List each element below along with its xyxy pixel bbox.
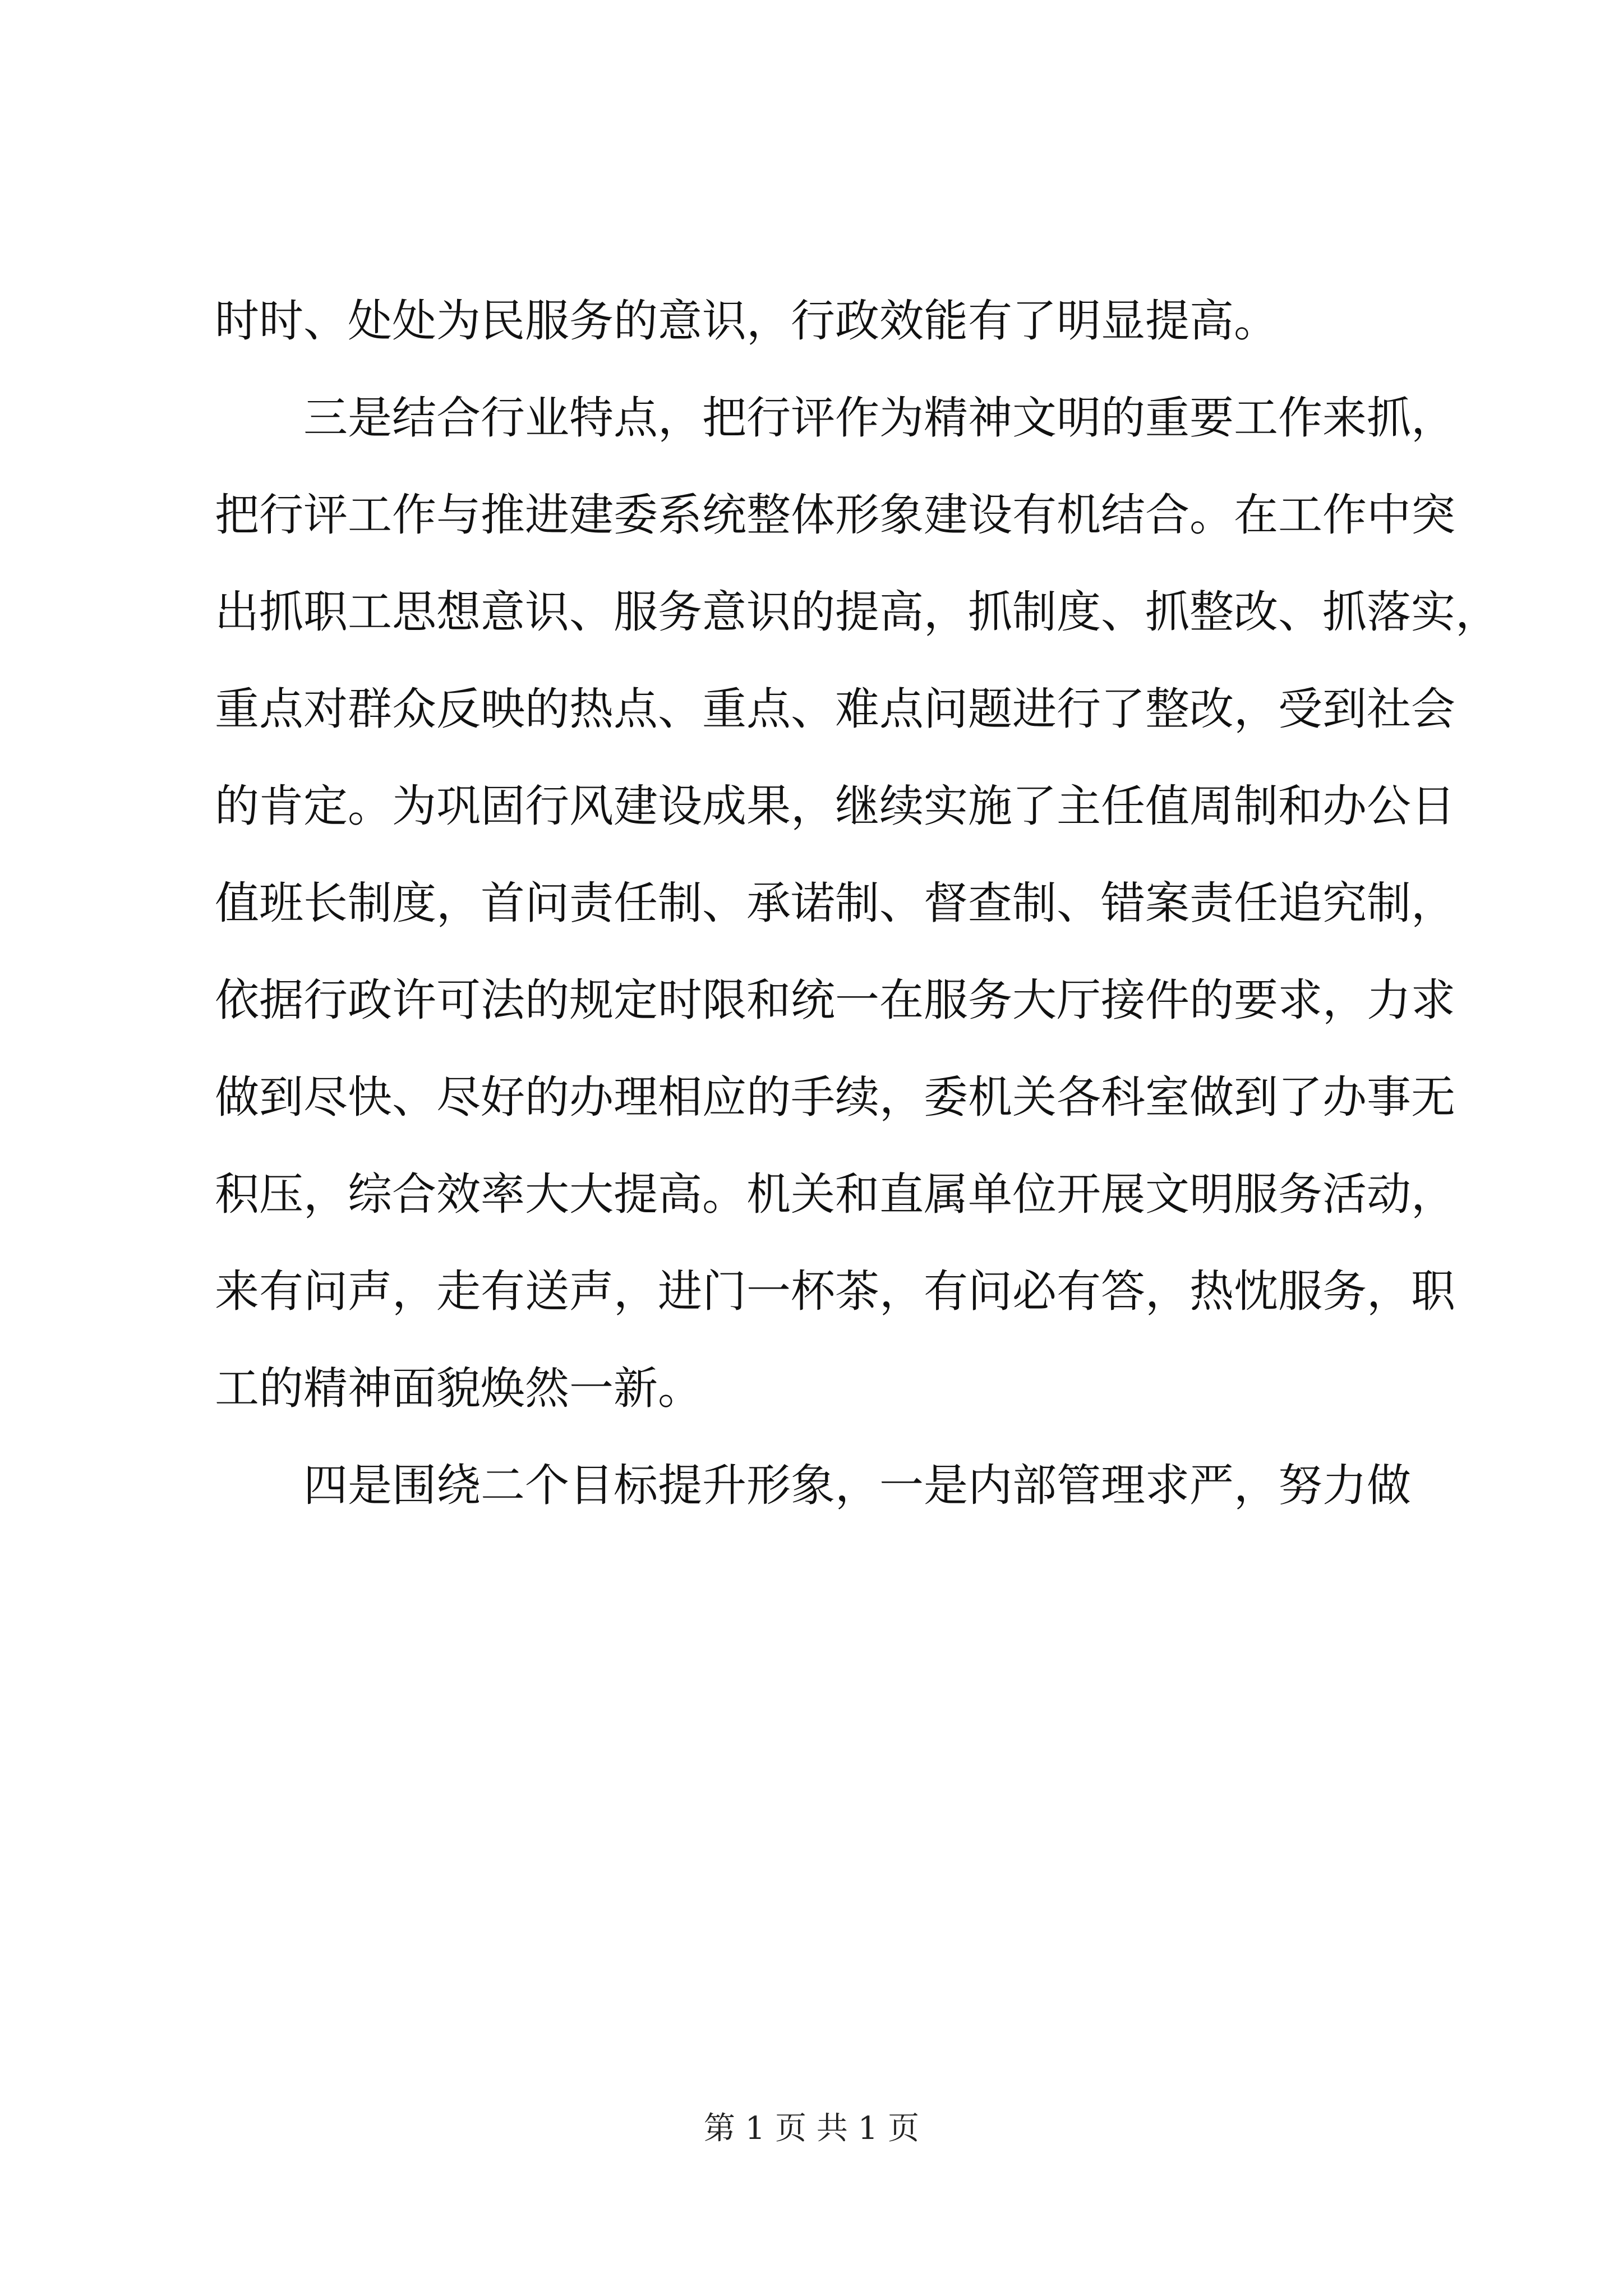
text-line: 的肯定。为巩固行风建设成果，继续实施了主任值周制和办公日 <box>215 780 1455 832</box>
paragraph-4-start: 四是围绕二个目标提升形象，一是内部管理求严，努力做 <box>303 1460 1411 1511</box>
body-text <box>215 273 1500 1534</box>
text-line: 重点对群众反映的热点、重点、难点问题进行了整改，受到社会 <box>215 683 1455 735</box>
text-line: 依据行政许可法的规定时限和统一在服务大厅接件的要求，力求 <box>215 974 1455 1026</box>
text-line: 做到尽快、尽好的办理相应的手续，委机关各科室做到了办事无 <box>215 1071 1455 1123</box>
text-line: 工的精神面貌焕然一新。 <box>215 1363 702 1414</box>
text-line: 把行评工作与推进建委系统整体形象建设有机结合。在工作中突 <box>215 489 1455 541</box>
page-footer: 第 1 页 共 1 页 <box>703 2110 920 2147</box>
text-line: 积压，综合效率大大提高。机关和直属单位开展文明服务活动， <box>215 1168 1455 1220</box>
text-line: 值班长制度，首问责任制、承诺制、督查制、错案责任追究制， <box>215 877 1455 929</box>
text-line: 出抓职工思想意识、服务意识的提高，抓制度、抓整改、抓落实， <box>215 586 1500 638</box>
text-line: 来有问声，走有送声，进门一杯茶，有问必有答，热忱服务，职 <box>215 1266 1455 1317</box>
paragraph-3-start: 三是结合行业特点，把行评作为精神文明的重要工作来抓， <box>303 392 1455 444</box>
text-line: 时时、处处为民服务的意识，行政效能有了明显提高。 <box>215 295 1278 347</box>
